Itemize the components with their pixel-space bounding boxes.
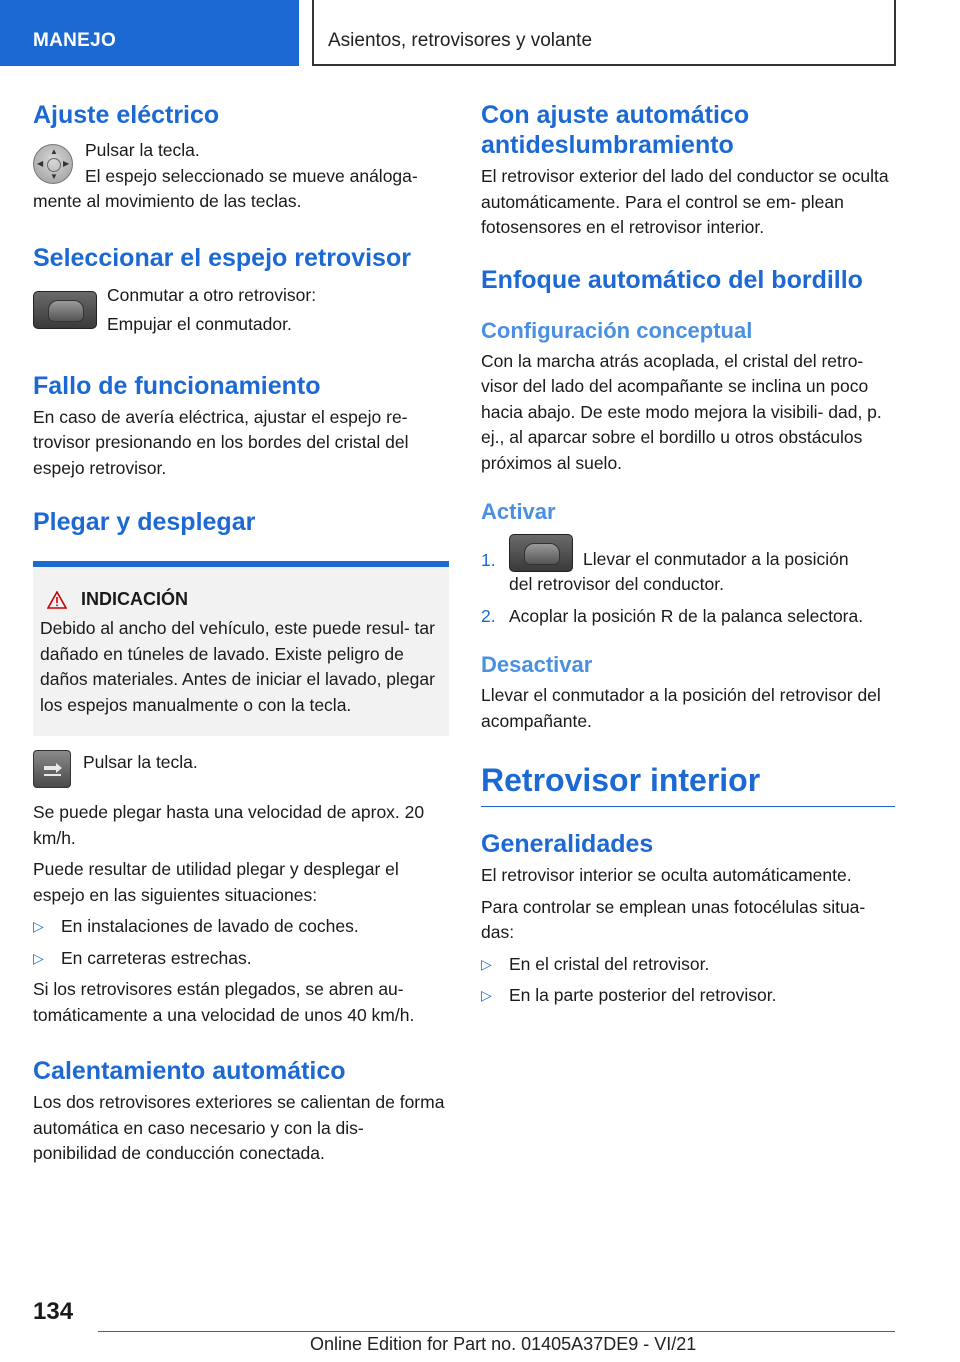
ajuste-row <box>33 138 449 189</box>
heading-fallo: Fallo de funcionamiento <box>33 371 321 400</box>
general-text2: Para controlar se emplean unas fotocélulas situa- das: <box>481 896 866 942</box>
warning-triangle-icon <box>47 591 67 609</box>
useful-text: Puede resultar de utilidad plegar y desplegar el espejo en las siguientes situaciones: <box>33 859 399 905</box>
chapter-tab <box>312 0 896 66</box>
chapter-title: Asientos, retrovisores y volante <box>328 30 593 51</box>
fold-row <box>33 750 449 788</box>
edition-note: Online Edition for Part no. 01405A37DE9 - VI/21 <box>310 1334 697 1354</box>
select-line1: Conmutar a otro retrovisor: <box>107 284 317 305</box>
list-item: ▷ En la parte posterior del retrovisor. <box>481 983 895 1009</box>
speed-text: Se puede plegar hasta una velocidad de aprox. 20 km/h. <box>33 802 425 848</box>
note-text: Debido al ancho del vehículo, este puede resul- tar dañado en túneles de lavado. Existe peligro de daños materiales. Antes de iniciar el lavado, plegar los espejos manualmente o con la tecla. <box>40 618 435 715</box>
select-row <box>33 283 449 338</box>
fold-line: Pulsar la tecla. <box>83 752 198 772</box>
list-item: ▷ En el cristal del retrovisor. <box>481 952 895 978</box>
heading-antideslumbramiento: Con ajuste automático antideslumbramiento <box>481 101 750 159</box>
step-item: 1. Llevar el conmutador a la posición del retrovisor del conductor. <box>481 534 895 598</box>
footer-rule <box>98 1331 895 1332</box>
note-title: INDICACIÓN <box>81 589 188 609</box>
section-tab <box>0 0 299 66</box>
ajuste-line3: mente al movimiento de las teclas. <box>33 191 302 211</box>
mirror-adjust-icon: ▲ ▼ ◀ ▶ <box>33 144 73 184</box>
heading-bordillo: Enfoque automático del bordillo <box>481 265 863 294</box>
mirror-fold-icon <box>33 750 71 788</box>
auto-open-text: Si los retrovisores están plegados, se abren au- tomáticamente a una velocidad de unos 40 km/h. <box>33 979 415 1025</box>
section-title: MANEJO <box>33 30 117 51</box>
heading-configuracion: Configuración conceptual <box>481 317 753 343</box>
mirror-switch-icon <box>33 291 97 329</box>
ajuste-line2: El espejo seleccionado se mueve análoga- <box>85 165 418 186</box>
heading-generalidades: Generalidades <box>481 830 654 858</box>
concept-text: Con la marcha atrás acoplada, el cristal del retro- visor del lado del acompañante se inclina un poco hacia abajo. De este modo mejora la visibili- dad, p. ej., al aparcar sobre el bordillo u otros obstáculos próximos al suelo. <box>481 350 882 473</box>
page-number: 134 <box>33 1298 74 1325</box>
triangle-right-icon: ▷ <box>33 918 44 934</box>
warning-note <box>33 561 449 736</box>
list-item: ▷ En instalaciones de lavado de coches. <box>33 914 449 940</box>
right-column <box>481 100 895 1009</box>
anti-text: El retrovisor exterior del lado del conductor se oculta automáticamente. Para el control se em- plean fotosensores en el retrovisor interior. <box>481 166 889 237</box>
triangle-right-icon: ▷ <box>33 949 44 966</box>
triangle-right-icon: ▷ <box>481 987 492 1003</box>
heading-plegar: Plegar y desplegar <box>33 508 256 536</box>
note-header <box>47 589 439 610</box>
heading-activar: Activar <box>481 499 556 524</box>
ajuste-line1: Pulsar la tecla. <box>85 140 200 160</box>
list-item: ▷ En carreteras estrechas. <box>33 946 449 972</box>
triangle-right-icon: ▷ <box>481 955 492 972</box>
select-line2: Empujar el conmutador. <box>107 314 292 334</box>
desactivar-text: Llevar el conmutador a la posición del retrovisor del acompañante. <box>481 685 881 731</box>
step-item: 2. Acoplar la posición R de la palanca selectora. <box>481 605 864 626</box>
general-text1: El retrovisor interior se oculta automáticamente. <box>481 865 852 885</box>
heading-ajuste: Ajuste eléctrico <box>33 101 220 129</box>
heat-text: Los dos retrovisores exteriores se calientan de forma automática en caso necesario y con la dis- ponibilidad de conducción conectada. <box>33 1092 445 1163</box>
heading-calentamiento: Calentamiento automático <box>33 1057 346 1085</box>
heading-retrovisor-interior: Retrovisor interior <box>481 760 895 807</box>
heading-desactivar: Desactivar <box>481 652 593 677</box>
fallo-text: En caso de avería eléctrica, ajustar el espejo re- trovisor presionando en los bordes del cristal del espejo retrovisor. <box>33 406 409 478</box>
mirror-switch-icon <box>509 534 573 572</box>
left-column <box>33 100 449 1167</box>
heading-seleccionar: Seleccionar el espejo retrovisor <box>33 243 411 272</box>
